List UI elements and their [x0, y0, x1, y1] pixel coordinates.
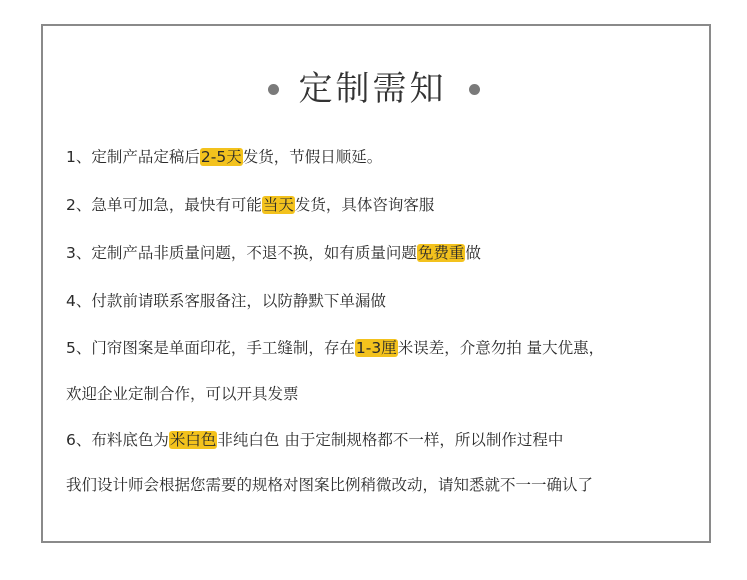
notice-line-7-text: 6、布料底色为	[66, 431, 169, 449]
notice-line-2-rest: 发货，具体咨询客服	[294, 196, 435, 214]
notice-line-5-text: 5、门帘图案是单面印花，手工缝制，存在	[66, 339, 355, 357]
notice-line-6-text: 欢迎企业定制合作，可以开具发票	[66, 385, 299, 403]
notice-line-3-highlight: 免费重	[417, 244, 465, 262]
notice-line-1	[66, 146, 382, 168]
page-title: 定制需知	[298, 69, 447, 109]
title-row	[0, 66, 747, 112]
notice-line-6	[66, 383, 299, 405]
notice-line-1-rest: 发货，节假日顺延。	[242, 148, 383, 166]
bullet-dot-icon-left	[268, 84, 279, 95]
notice-line-5-highlight: 1-3厘	[355, 339, 397, 357]
notice-line-8	[66, 474, 593, 496]
notice-line-3-text: 3、定制产品非质量问题，不退不换，如有质量问题	[66, 244, 417, 262]
notice-line-3	[66, 242, 481, 264]
bullet-dot-icon-right	[469, 84, 480, 95]
notice-line-3-rest: 做	[465, 244, 481, 262]
notice-line-7-rest: 非纯白色 由于定制规格都不一样，所以制作过程中	[217, 431, 564, 449]
notice-line-1-highlight: 2-5天	[200, 148, 242, 166]
notice-line-8-text: 我们设计师会根据您需要的规格对图案比例稍微改动，请知悉就不一一确认了	[66, 476, 594, 494]
notice-line-4-text: 4、付款前请联系客服备注，以防静默下单漏做	[66, 292, 386, 310]
notice-line-4	[66, 290, 386, 312]
notice-line-2	[66, 194, 434, 216]
notice-line-1-text: 1、定制产品定稿后	[66, 148, 200, 166]
notice-line-7	[66, 429, 563, 451]
notice-line-2-text: 2、急单可加急，最快有可能	[66, 196, 262, 214]
notice-line-5-rest: 米误差，介意勿拍 量大优惠，	[397, 339, 605, 357]
notice-line-2-highlight: 当天	[262, 196, 294, 214]
notice-line-5	[66, 337, 604, 359]
notice-line-7-highlight: 米白色	[169, 431, 217, 449]
